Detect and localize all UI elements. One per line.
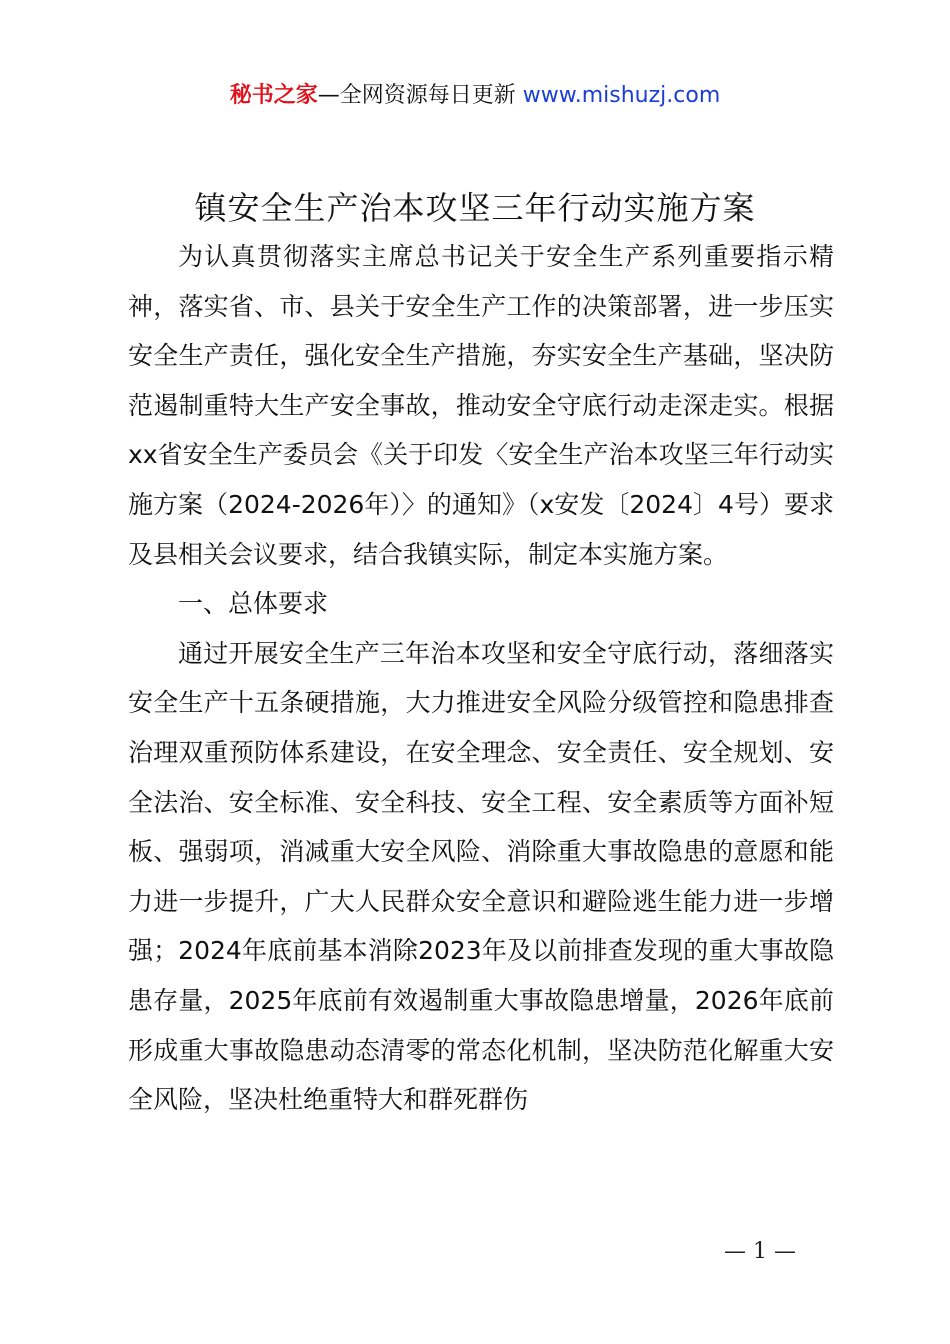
site-url-link[interactable]: www.mishuzj.com — [522, 83, 721, 108]
site-brand: 秘书之家 — [229, 83, 318, 108]
site-slogan: —全网资源每日更新 — [317, 83, 523, 108]
section-heading-general-requirements: 一、总体要求 — [178, 589, 329, 619]
site-banner — [0, 80, 950, 112]
document-title: 镇安全生产治本攻坚三年行动实施方案 — [194, 189, 756, 227]
page-number: — 1 — — [724, 1239, 796, 1264]
paragraph-intro: 为认真贯彻落实主席总书记关于安全生产系列重要指示精神，落实省、市、县关于安全生产工作的决策部署，进一步压实安全生产责任，强化安全生产措施，夯实安全生产基础，坚决防范遏制重特大生产安全事故，推动安全守底行动走深走实。根据xx省安全生产委员会《关于印发〈安全生产治本攻坚三年行动实施方案（2024-2026年）〉的通知》（x安发〔2024〕4号）要求及县相关会议要求，结合我镇实际，制定本实施方案。 — [128, 242, 834, 569]
document-body — [128, 232, 834, 1125]
paragraph-general-requirements: 通过开展安全生产三年治本攻坚和安全守底行动，落细落实安全生产十五条硬措施，大力推进安全风险分级管控和隐患排查治理双重预防体系建设，在安全理念、安全责任、安全规划、安全法治、安全标准、安全科技、安全工程、安全素质等方面补短板、强弱项，消减重大安全风险、消除重大事故隐患的意愿和能力进一步提升，广大人民群众安全意识和避险逃生能力进一步增强；2024年底前基本消除2023年及以前排查发现的重大事故隐患存量，2025年底前有效遏制重大事故隐患增量，2026年底前形成重大事故隐患动态清零的常态化机制，坚决防范化解重大安全风险，坚决杜绝重特大和群死群伤 — [128, 638, 834, 1115]
